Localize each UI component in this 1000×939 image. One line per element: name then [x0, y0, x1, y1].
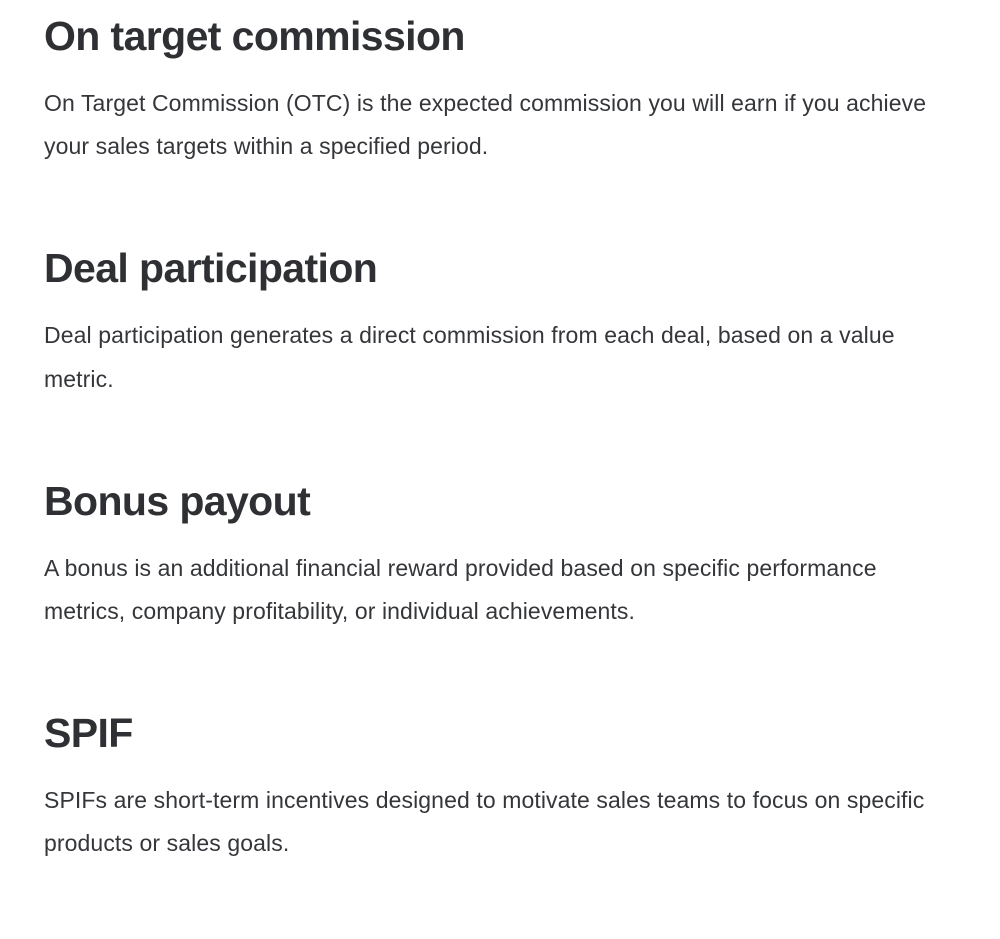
section-deal-participation: [44, 246, 956, 400]
section-bonus-payout: [44, 479, 956, 633]
section-heading: Deal participation: [44, 245, 378, 292]
section-body: On Target Commission (OTC) is the expected commission you will earn if you achieve your sales targets within a specified period.: [44, 89, 927, 160]
section-heading: On target commission: [44, 13, 465, 59]
section-spif: [44, 711, 956, 865]
section-body: Deal participation generates a direct commission from each deal, based on a value metric.: [44, 322, 895, 392]
section-on-target-commission: [44, 14, 956, 168]
section-body: SPIFs are short-term incentives designed to motivate sales teams to focus on specific products or sales goals.: [44, 787, 925, 857]
section-heading: SPIF: [44, 710, 133, 757]
section-heading: Bonus payout: [44, 477, 311, 524]
section-body: A bonus is an additional financial reward provided based on specific performance metrics, company profitability, or individual achievements.: [44, 554, 877, 624]
